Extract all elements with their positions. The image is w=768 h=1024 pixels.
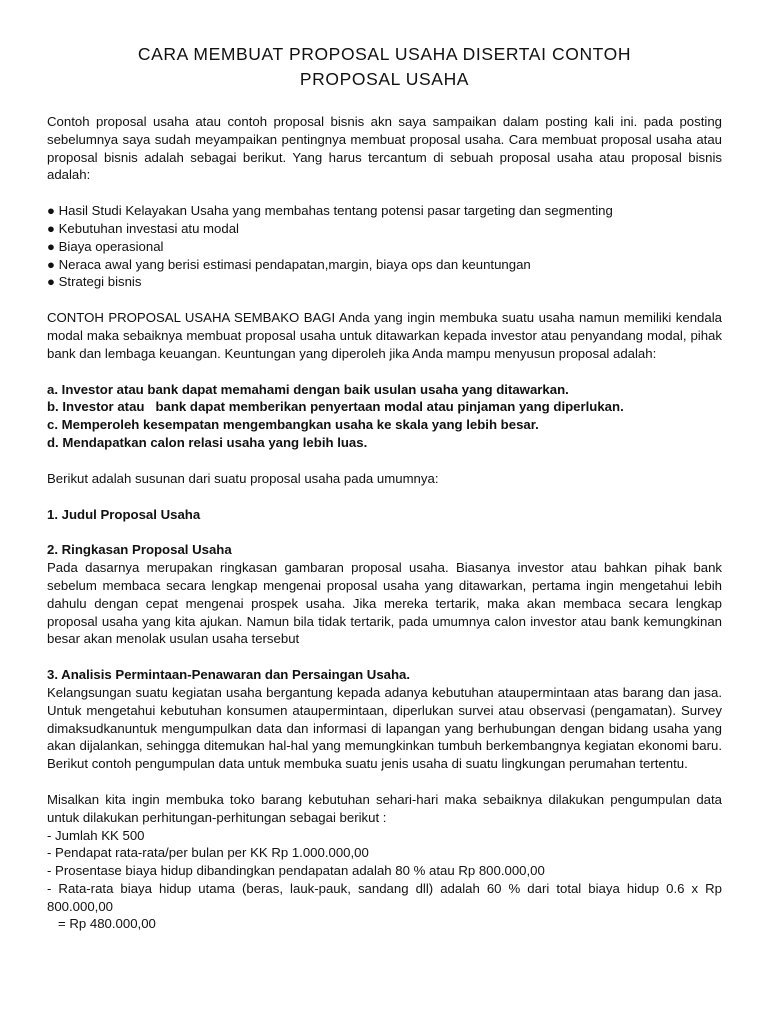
document-title	[47, 42, 722, 92]
contoh-paragraph: CONTOH PROPOSAL USAHA SEMBAKO BAGI Anda yang ingin membuka suatu usaha namun memiliki kendala modal maka sebaiknya membuat proposal usaha untuk ditawarkan kepada investor atau penyandang modal, pihak bank dan lembaga keuangan. Keuntungan yang diperoleh jika Anda mampu menyusun proposal adalah:	[47, 310, 722, 361]
calculation-list	[47, 827, 722, 934]
intro-paragraph: Contoh proposal usaha atau contoh proposal bisnis akn saya sampaikan dalam posting kali ini. pada posting sebelumnya saya sudah meyampaikan pentingnya membuat proposal usaha. Cara membuat proposal usaha atau proposal bisnis adalah sebagai berikut. Yang harus tercantum di sebuah proposal usaha atau proposal bisnis adalah:	[47, 114, 722, 183]
list-item: ● Strategi bisnis	[47, 274, 142, 290]
list-item: c. Memperoleh kesempatan mengembangkan usaha ke skala yang lebih besar.	[47, 417, 539, 433]
list-item: ● Biaya operasional	[47, 238, 164, 254]
example-intro: Misalkan kita ingin membuka toko barang kebutuhan sehari-hari maka sebaiknya dilakukan pengumpulan data untuk dilakukan perhitungan-perhitungan sebagai berikut :	[47, 791, 722, 825]
title-line-1: CARA MEMBUAT PROPOSAL USAHA DISERTAI CONTOH	[137, 44, 632, 64]
title-line-2: PROPOSAL USAHA	[299, 69, 470, 89]
list-item: - Pendapat rata-rata/per bulan per KK Rp 1.000.000,00	[47, 845, 369, 861]
section-2-heading: 2. Ringkasan Proposal Usaha	[47, 542, 232, 558]
section-3-text: Kelangsungan suatu kegiatan usaha bergantung kepada adanya kebutuhan ataupermintaan atas barang dan jasa. Untuk mengetahui kebutuhan konsumen ataupermintaan, diperlukan survei atau observasi (pengamatan). Survey dimaksudkanuntuk mengumpulkan data dan informasi di lapangan yang berhubungan dengan bidang usaha yang akan dijalankan, sehingga ditemukan hal-hal yang memungkinkan tumbuh berkembangnya kegiatan ekonomi baru. Berikut contoh pengumpulan data untuk membuka suatu jenis usaha di suatu lingkungan perumahan tertentu.	[47, 684, 722, 772]
list-item: a. Investor atau bank dapat memahami dengan baik usulan usaha yang ditawarkan.	[47, 381, 569, 397]
list-item: - Jumlah KK 500	[47, 827, 145, 843]
list-item: d. Mendapatkan calon relasi usaha yang lebih luas.	[47, 434, 368, 450]
benefits-list	[47, 381, 722, 452]
list-item: = Rp 480.000,00	[47, 916, 156, 932]
list-item: ● Kebutuhan investasi atu modal	[47, 220, 239, 236]
susunan-intro: Berikut adalah susunan dari suatu proposal usaha pada umumnya:	[47, 470, 439, 486]
section-1-heading: 1. Judul Proposal Usaha	[47, 506, 201, 522]
list-item: ● Hasil Studi Kelayakan Usaha yang membahas tentang potensi pasar targeting dan segmenting	[47, 203, 613, 219]
list-item: ● Neraca awal yang berisi estimasi pendapatan,margin, biaya ops dan keuntungan	[47, 256, 531, 272]
requirements-list	[47, 202, 722, 291]
section-2-text: Pada dasarnya merupakan ringkasan gambaran proposal usaha. Biasanya investor atau bahkan pihak bank sebelum membaca secara lengkap mengenai proposal usaha yang ditawarkan, pertama ingin mengetahui lebih dahulu dengan cepat mengenai prospek usaha. Jika mereka tertarik, maka akan membaca secara lengkap proposal usaha yang kita ajukan. Namun bila tidak tertarik, pada umumnya calon investor atau bank kemungkinan besar akan menolak usulan usaha tersebut	[47, 560, 722, 647]
list-item: b. Investor atau bank dapat memberikan penyertaan modal atau pinjaman yang diperlukan.	[47, 399, 624, 415]
list-item: - Rata-rata biaya hidup utama (beras, lauk-pauk, sandang dll) adalah 60 % dari total biaya hidup 0.6 x Rp 800.000,00	[47, 880, 722, 914]
section-3-heading: 3. Analisis Permintaan-Penawaran dan Persaingan Usaha.	[47, 667, 411, 683]
list-item: - Prosentase biaya hidup dibandingkan pendapatan adalah 80 % atau Rp 800.000,00	[47, 863, 545, 879]
